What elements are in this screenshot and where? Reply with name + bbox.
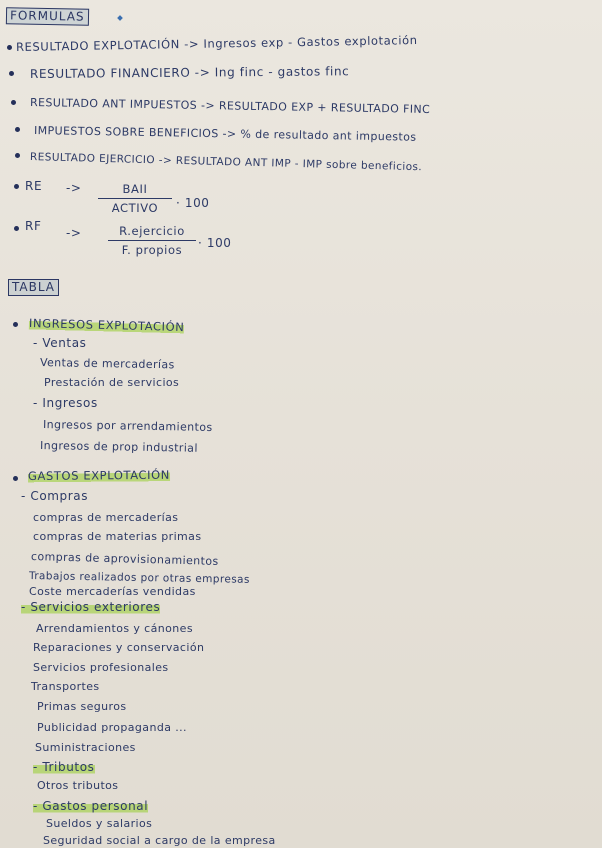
bullet bbox=[15, 153, 20, 158]
gastos-servicios-line: Arrendamientos y cánones bbox=[36, 622, 193, 635]
gastos-personal-title: - Gastos personal bbox=[33, 799, 149, 813]
gastos-compras-line: - Compras bbox=[21, 489, 89, 503]
gastos-servicios-line: Primas seguros bbox=[37, 700, 127, 713]
ingresos-line: Ingresos por arrendamientos bbox=[42, 418, 213, 434]
gastos-servicios-title: - Servicios exteriores bbox=[21, 600, 161, 614]
formula-resultado-ejercicio: RESULTADO EJERCICIO -> RESULTADO ANT IMP - IMP sobre beneficios. bbox=[29, 151, 423, 174]
header-mark bbox=[117, 15, 123, 21]
ingresos-line: Prestación de servicios bbox=[44, 376, 180, 389]
formula-resultado-antes-impuestos: RESULTADO ANT IMPUESTOS -> RESULTADO EXP + RESULTADO FINC bbox=[29, 96, 431, 116]
ratio-re-numerator: BAII bbox=[122, 182, 148, 196]
ratio-re-arrow: -> bbox=[66, 181, 82, 195]
gastos-compras-line: compras de materias primas bbox=[33, 530, 202, 543]
formulas-header: FORMULAS bbox=[6, 7, 89, 25]
bullet bbox=[9, 71, 14, 76]
ingresos-line: Ventas de mercaderías bbox=[39, 356, 175, 372]
tabla-header: TABLA bbox=[8, 279, 59, 296]
gastos-tributos-line: Otros tributos bbox=[37, 779, 119, 792]
bullet bbox=[11, 100, 16, 105]
ingresos-line: - Ventas bbox=[33, 336, 87, 350]
fraction-bar bbox=[98, 198, 172, 199]
gastos-title: GASTOS EXPLOTACIÓN bbox=[27, 467, 170, 483]
ingresos-line: - Ingresos bbox=[33, 396, 98, 410]
bullet bbox=[13, 322, 18, 327]
gastos-compras-line: compras de mercaderías bbox=[33, 511, 179, 524]
bullet bbox=[14, 226, 19, 231]
formula-resultado-explotacion: RESULTADO EXPLOTACIÓN -> Ingresos exp - Gastos explotación bbox=[15, 32, 418, 54]
gastos-compras-line: Trabajos realizados por otras empresas bbox=[28, 570, 250, 586]
gastos-servicios-line: Transportes bbox=[31, 680, 100, 693]
gastos-personal-line: Sueldos y salarios bbox=[46, 817, 153, 830]
gastos-servicios-line: Servicios profesionales bbox=[33, 661, 169, 674]
bullet bbox=[14, 184, 19, 189]
ratio-re-denominator: ACTIVO bbox=[111, 201, 159, 215]
bullet bbox=[13, 476, 18, 481]
ratio-rf-numerator: R.ejercicio bbox=[119, 224, 185, 238]
ratio-rf-fraction bbox=[108, 224, 196, 257]
fraction-bar bbox=[108, 240, 196, 241]
gastos-servicios-line: Publicidad propaganda ... bbox=[37, 721, 187, 734]
gastos-compras-line: Coste mercaderías vendidas bbox=[29, 585, 196, 598]
ratio-rf-denominator: F. propios bbox=[121, 243, 183, 257]
formula-resultado-financiero: RESULTADO FINANCIERO -> Ing finc - gastos finc bbox=[29, 64, 350, 81]
ratio-rf-label: RF bbox=[25, 219, 42, 233]
gastos-tributos-title: - Tributos bbox=[33, 760, 95, 774]
ratio-rf-multiplier: · 100 bbox=[198, 236, 232, 250]
ratio-re-label: RE bbox=[25, 179, 43, 193]
formula-impuestos-beneficios: IMPUESTOS SOBRE BENEFICIOS -> % de resultado ant impuestos bbox=[33, 124, 417, 144]
ingresos-line: Ingresos de prop industrial bbox=[39, 439, 198, 455]
ratio-re-multiplier: · 100 bbox=[176, 196, 210, 210]
ingresos-title: INGRESOS EXPLOTACIÓN bbox=[28, 316, 185, 335]
gastos-servicios-line: Suministraciones bbox=[35, 741, 136, 754]
bullet bbox=[15, 127, 20, 132]
ratio-rf-arrow: -> bbox=[66, 226, 82, 240]
ratio-re-fraction bbox=[98, 182, 172, 215]
gastos-personal-line: Seguridad social a cargo de la empresa bbox=[43, 834, 276, 847]
gastos-compras-line: compras de aprovisionamientos bbox=[30, 550, 219, 568]
gastos-servicios-line: Reparaciones y conservación bbox=[33, 641, 205, 654]
bullet bbox=[7, 45, 12, 50]
